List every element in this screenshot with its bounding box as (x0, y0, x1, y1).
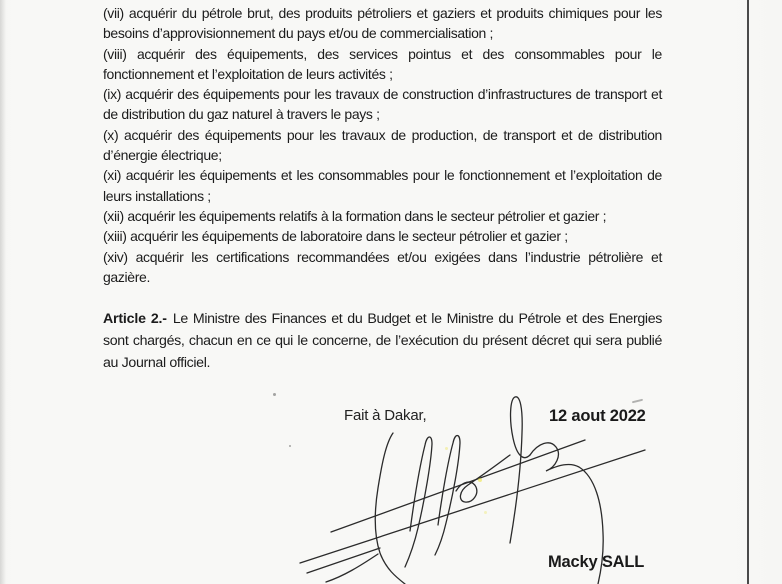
scan-dot (273, 393, 276, 396)
list-item-xiii: (xiii) acquérir les équipements de laboratoire dans le secteur pétrolier et gazier ; (103, 228, 568, 245)
list-item-xii: (xii) acquérir les équipements relatifs à la formation dans le secteur pétrolier et gazier ; (103, 207, 607, 224)
article-2-paragraph (103, 309, 662, 374)
scan-speck (484, 511, 487, 514)
article-2-text: Le Ministre des Finances et du Budget et le Ministre du Pétrole et des Energies sont chargés, chacun en ce qui le concerne, de l’exécution du présent décret qui sera publié au Journal officiel. (103, 311, 662, 371)
list-item-viii: (viii) acquérir des équipements, des services pointus et des consommables pour le fonctionnement et l’exploitation de leurs activités ; (103, 45, 662, 82)
scan-dot (289, 445, 291, 447)
list-item-x: (x) acquérir des équipements pour les travaux de production, de transport et de distribution d’énergie électrique; (103, 126, 662, 164)
article-2-label: Article 2.- (103, 311, 167, 328)
list-item-xi: (xi) acquérir les équipements et les consommables pour le fonctionnement et l’exploitation de leurs installations ; (103, 167, 662, 204)
scan-speck (478, 478, 482, 482)
signature (298, 383, 658, 584)
list-item-vii: (vii) acquérir du pétrole brut, des produits pétroliers et gaziers et produits chimiques pour les besoins d’approvisionnement du pays et/ou de commercialisation ; (103, 5, 662, 42)
scan-edge-shadow (0, 0, 6, 584)
date-line: 12 aout 2022 (549, 407, 646, 425)
page-edge-line (747, 0, 749, 584)
place-line: Fait à Dakar, (344, 407, 427, 424)
list-item-ix: (ix) acquérir des équipements pour les travaux de construction d’infrastructures de transport et de distribution du gaz naturel à travers le pays ; (103, 86, 662, 123)
list-item-xiv: (xiv) acquérir les certifications recommandées et/ou exigées dans l’industrie pétrolière et gazière. (103, 248, 662, 285)
signer-name: Macky SALL (548, 553, 645, 571)
scan-speck (445, 447, 448, 450)
decree-body (103, 3, 662, 375)
